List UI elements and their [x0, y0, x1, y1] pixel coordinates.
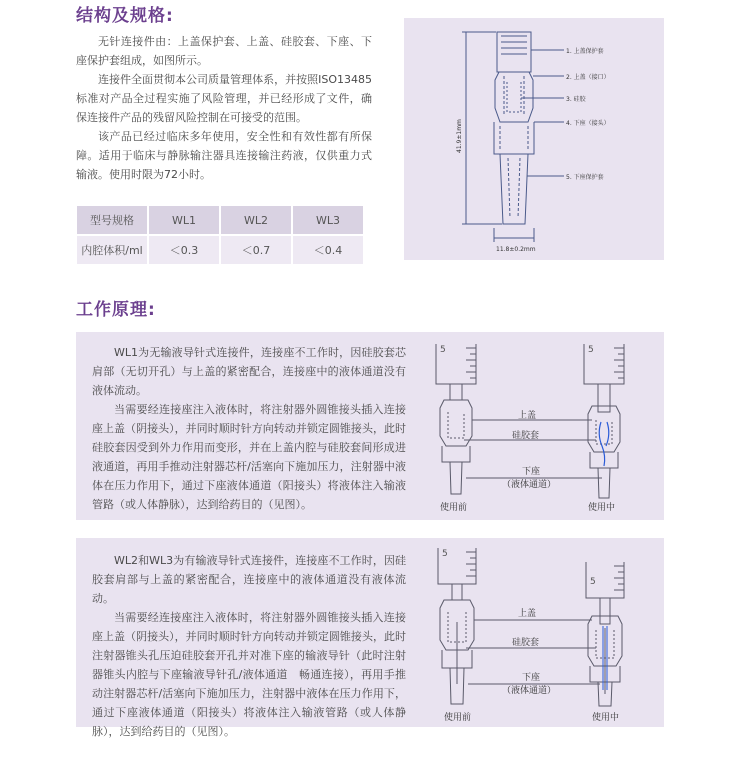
section-title-principle: 工作原理: [76, 300, 156, 320]
table-header-cell: WL1 [148, 205, 220, 235]
width-dimension: 11.8±0.2mm [496, 246, 536, 253]
label-silicone-sleeve: 硅胶套 [512, 431, 540, 441]
paragraph: WL1为无输液导针式连接件，连接座不工作时，因硅胶套芯肩部（无切开孔）与上盖的紧密配合，连接座中的液体通道没有液体流动。 [92, 346, 406, 397]
label-fluid-channel: （液体通道） [502, 686, 557, 696]
spec-table [75, 204, 365, 266]
caption-before-use: 使用前 [440, 503, 468, 513]
caption-in-use: 使用中 [592, 713, 620, 723]
label-upper-cap: 上盖 [518, 411, 537, 421]
paragraph: 当需要经连接座注入液体时，将注射器外圆锥接头插入连接座上盖（阴接头），并同时顺时针方向转动并锁定圆锥接头，此时注射器锥头孔压迫硅胶套开孔并对准下座的输液导针（此时注射器锥头内腔与下座输液导针孔/液体通道 畅通连接），再用手推动注射器芯杆/活塞向下施加压力，注射器中液体在压力作用下，通过下座液体通道（阳接头）将液体注入输液管路（或人体静脉），达到给药目的（见图）。 [92, 611, 406, 738]
principle-box-wl2-wl3 [76, 538, 664, 738]
structure-diagram [404, 18, 664, 260]
diagram-label: 3. 硅胶 [566, 96, 586, 103]
paragraph: 当需要经连接座注入液体时，将注射器外圆锥接头插入连接座上盖（阴接头），并同时顺时针方向转动并锁定圆锥接头，此时硅胶套因受到外力作用而变形，并在上盖内腔与硅胶套间形成进液通道，再用手推动注射器芯杆/活塞向下施加压力，注射器中液体在压力作用下，通过下座液体通道（阳接头）将液体注入输液管路（或人体静脉），达到给药目的（见图）。 [92, 403, 406, 511]
wl1-working-figure [426, 338, 658, 516]
caption-before-use: 使用前 [444, 713, 472, 723]
syringe-mark: 5 [440, 345, 446, 355]
diagram-label: 4. 下座（接头） [566, 120, 610, 127]
principle-box-wl1 [76, 332, 664, 520]
diagram-label: 1. 上盖保护套 [566, 48, 604, 55]
label-lower-seat: 下座 [522, 673, 541, 683]
table-header-cell: 型号规格 [76, 205, 148, 235]
connector-drawing [404, 18, 664, 260]
height-dimension: 41.9±1mm [456, 119, 463, 153]
table-header-cell: WL3 [292, 205, 364, 235]
paragraph: 连接件全面贯彻本公司质量管理体系，并按照ISO13485标准对产品全过程实施了风险管理，并已经形成了文件，确保连接件产品的残留风险控制在可接受的范围。 [76, 73, 372, 124]
table-header-cell: WL2 [220, 205, 292, 235]
syringe-mark: 5 [590, 577, 596, 587]
paragraph: 该产品已经过临床多年使用，安全性和有效性都有所保障。适用于临床与静脉输注器具连接输注药液，仅供重力式输液。使用时限为72小时。 [76, 130, 372, 181]
caption-in-use: 使用中 [588, 503, 616, 513]
principle-text-wl2-wl3 [92, 551, 406, 741]
diagram-label: 5. 下座保护套 [566, 174, 604, 181]
table-row [76, 235, 364, 265]
paragraph: WL2和WL3为有输液导针式连接件，连接座不工作时，因硅胶套肩部与上盖的紧密配合，连接座中的液体通道没有液体流动。 [92, 554, 406, 605]
section-title-structure: 结构及规格: [76, 6, 174, 26]
label-fluid-channel: （液体通道） [502, 480, 557, 490]
structure-description [76, 32, 372, 184]
label-silicone-sleeve: 硅胶套 [512, 638, 540, 648]
label-upper-cap: 上盖 [518, 609, 537, 619]
table-cell: 内腔体积/ml [76, 235, 148, 265]
syringe-mark: 5 [442, 549, 448, 559]
syringe-mark: 5 [588, 345, 594, 355]
paragraph: 无针连接件由：上盖保护套、上盖、硅胶套、下座、下座保护套组成，如图所示。 [76, 35, 372, 67]
principle-text-wl1 [92, 343, 406, 514]
diagram-label: 2. 上盖（接口） [566, 74, 610, 81]
table-header-row [76, 205, 364, 235]
wl2-working-figure [426, 544, 658, 724]
table-cell: ＜0.4 [292, 235, 364, 265]
table-cell: ＜0.3 [148, 235, 220, 265]
table-cell: ＜0.7 [220, 235, 292, 265]
label-lower-seat: 下座 [522, 467, 541, 477]
